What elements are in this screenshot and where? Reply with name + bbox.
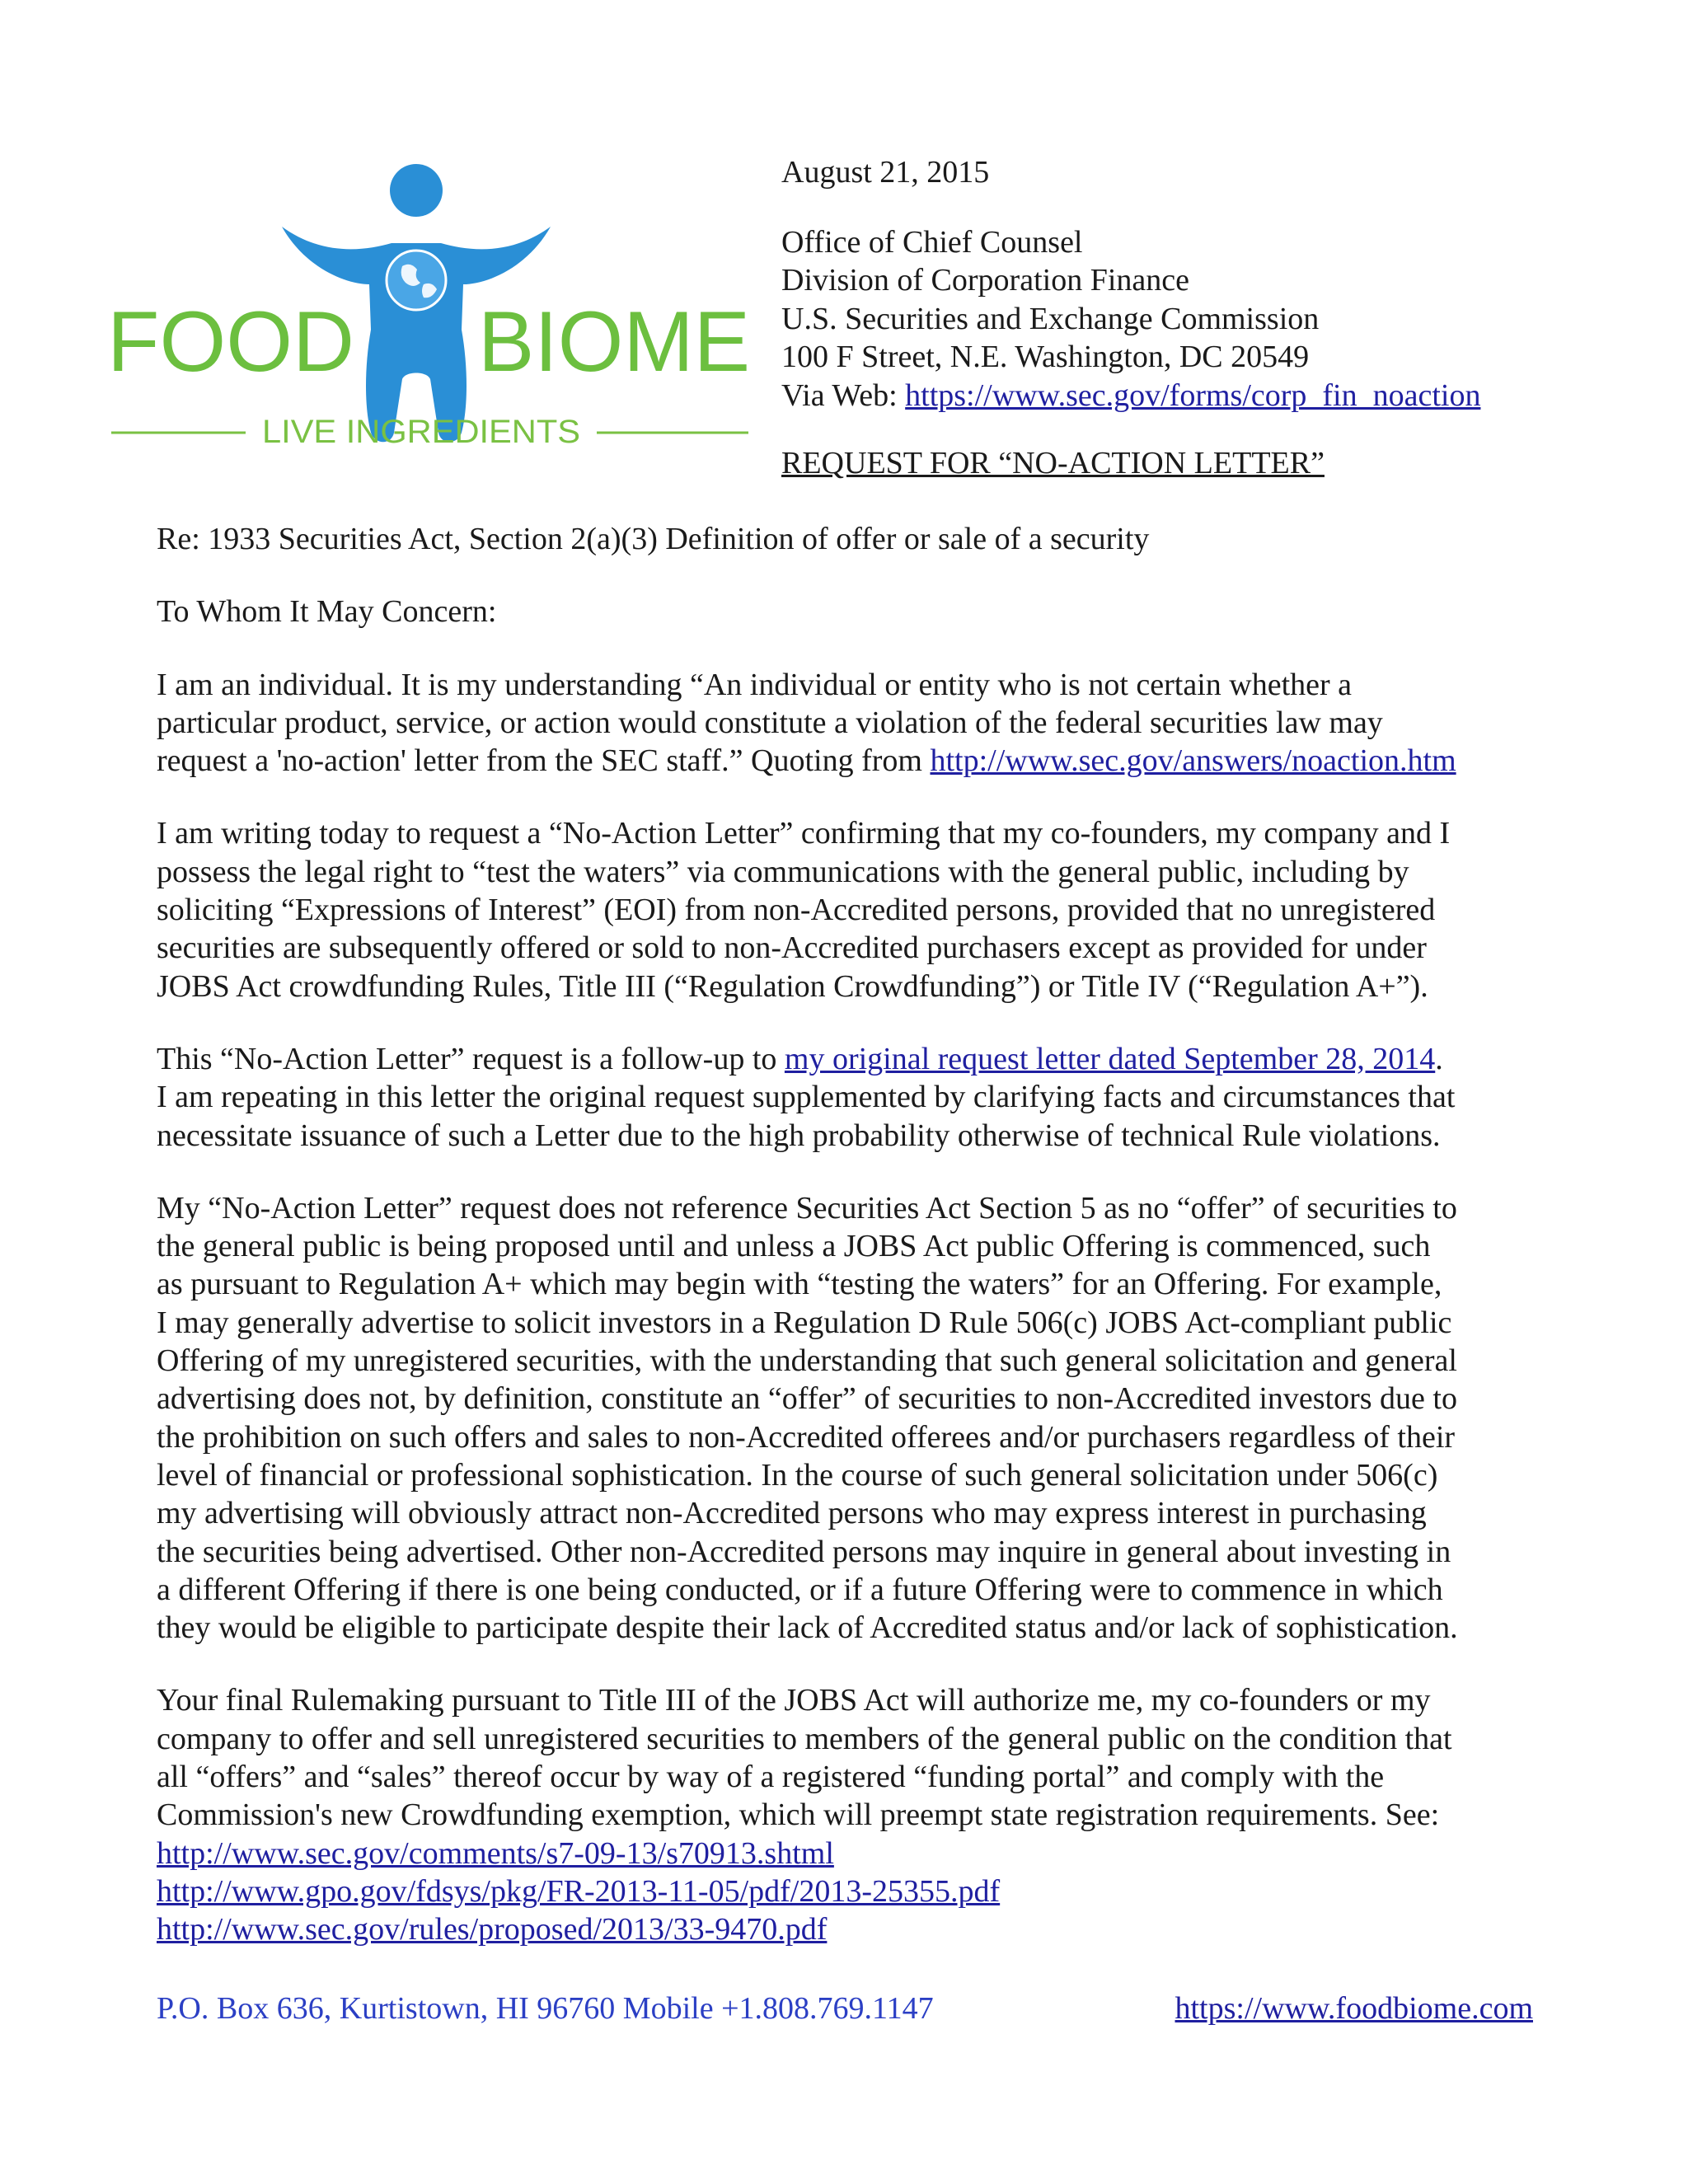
logo-word-food: FOOD	[107, 294, 354, 390]
re-line: Re: 1933 Securities Act, Section 2(a)(3) Definition of offer or sale of a security	[157, 522, 1150, 556]
original-request-letter-link[interactable]: my original request letter dated September 28, 2014	[784, 1041, 1436, 1076]
letter-footer	[157, 1990, 1533, 2027]
paragraph-4-line: they would be eligible to participate despite their lack of Accredited status and/or lack of sophistication.	[157, 1610, 1458, 1646]
food-biome-logo-graphic	[107, 161, 750, 466]
recipient-line-3: U.S. Securities and Exchange Commission	[781, 301, 1320, 336]
paragraph-4-line: advertising does not, by definition, constitute an “offer” of securities to non-Accredited investors due to	[157, 1381, 1457, 1417]
paragraph-4-line: as pursuant to Regulation A+ which may begin with “testing the waters” for an Offering. For example,	[157, 1267, 1442, 1302]
paragraph-1-line: I am an individual. It is my understanding “An individual or entity who is not certain whether a	[157, 667, 1353, 702]
paragraph-5	[157, 1681, 1558, 1948]
recipient-line-2: Division of Corporation Finance	[781, 263, 1189, 298]
paragraph-2-line: possess the legal right to “test the waters” via communications with the general public, including by	[157, 854, 1409, 889]
foodbiome-website-link[interactable]: https://www.foodbiome.com	[1175, 1991, 1533, 2026]
letter-body	[157, 520, 1558, 1949]
sec-proposed-rule-link[interactable]: http://www.sec.gov/rules/proposed/2013/33-9470.pdf	[157, 1912, 828, 1947]
sec-comments-link[interactable]: http://www.sec.gov/comments/s7-09-13/s70913.shtml	[157, 1835, 834, 1871]
paragraph-4-line: the prohibition on such offers and sales to non-Accredited offerees and/or purchasers regardless of their	[157, 1419, 1456, 1455]
via-web-line	[781, 377, 1573, 415]
gpo-federal-register-link[interactable]: http://www.gpo.gov/fdsys/pkg/FR-2013-11-05/pdf/2013-25355.pdf	[157, 1873, 1001, 1909]
paragraph-2-line: securities are subsequently offered or sold to non-Accredited purchasers except as provided for under	[157, 930, 1427, 966]
footer-contact: P.O. Box 636, Kurtistown, HI 96760 Mobile +1.808.769.1147	[157, 1991, 934, 2026]
paragraph-3-period: .	[1435, 1041, 1443, 1076]
paragraph-3-line	[157, 1040, 1558, 1078]
paragraph-2-line: soliciting “Expressions of Interest” (EOI) from non-Accredited persons, provided that no unregistered	[157, 893, 1436, 928]
paragraph-4-line: a different Offering if there is one being conducted, or if a future Offering were to commence in which	[157, 1572, 1443, 1607]
recipient-line-1: Office of Chief Counsel	[781, 224, 1083, 260]
food-biome-logo	[107, 161, 750, 466]
paragraph-2-line: I am writing today to request a “No-Action Letter” confirming that my co-founders, my company and I	[157, 816, 1451, 851]
paragraph-4	[157, 1189, 1558, 1647]
request-title: REQUEST FOR “NO-ACTION LETTER”	[781, 446, 1325, 480]
salutation: To Whom It May Concern:	[157, 594, 497, 630]
letter-date: August 21, 2015	[781, 155, 990, 190]
paragraph-3	[157, 1040, 1558, 1155]
logo-tagline: LIVE INGREDIENTS	[262, 414, 580, 450]
paragraph-1	[157, 666, 1558, 780]
paragraph-3-line: necessitate issuance of such a Letter due to the high probability otherwise of technical Rule violations.	[157, 1118, 1441, 1153]
paragraph-5-line: Commission's new Crowdfunding exemption, which will preempt state registration requirements. See:	[157, 1797, 1440, 1833]
paragraph-1-line	[157, 742, 1558, 780]
paragraph-2-line: JOBS Act crowdfunding Rules, Title III (“Regulation Crowdfunding”) or Title IV (“Regulation A+”).	[157, 968, 1428, 1004]
paragraph-4-line: Offering of my unregistered securities, with the understanding that such general solicitation and general	[157, 1343, 1457, 1379]
paragraph-5-line: company to offer and sell unregistered securities to members of the general public on the condition that	[157, 1721, 1452, 1756]
paragraph-3-line: I am repeating in this letter the original request supplemented by clarifying facts and circumstances that	[157, 1080, 1456, 1115]
paragraph-4-line: my advertising will obviously attract non-Accredited persons who may express interest in purchasing	[157, 1496, 1427, 1531]
logo-word-biome: BIOME	[478, 294, 750, 390]
paragraph-4-line: level of financial or professional sophistication. In the course of such general solicitation under 506(c)	[157, 1457, 1438, 1493]
paragraph-4-line: the general public is being proposed until and unless a JOBS Act public Offering is commenced, such	[157, 1229, 1431, 1264]
paragraph-4-line: the securities being advertised. Other non-Accredited persons may inquire in general about investing in	[157, 1534, 1451, 1569]
sec-noaction-form-link[interactable]: https://www.sec.gov/forms/corp_fin_noaction	[905, 377, 1481, 413]
paragraph-3-text: This “No-Action Letter” request is a follow-up to	[157, 1041, 785, 1076]
paragraph-4-line: My “No-Action Letter” request does not reference Securities Act Section 5 as no “offer” of securities to	[157, 1190, 1457, 1226]
paragraph-1-line: particular product, service, or action would constitute a violation of the federal securities law may	[157, 705, 1383, 740]
recipient-line-4: 100 F Street, N.E. Washington, DC 20549	[781, 340, 1310, 374]
via-web-label: Via Web:	[781, 377, 906, 413]
letter-header	[781, 153, 1573, 483]
paragraph-2	[157, 814, 1558, 1005]
paragraph-5-line: Your final Rulemaking pursuant to Title III of the JOBS Act will authorize me, my co-founders or my	[157, 1683, 1431, 1718]
paragraph-4-line: I may generally advertise to solicit investors in a Regulation D Rule 506(c) JOBS Act-compliant public	[157, 1305, 1452, 1340]
paragraph-5-line: all “offers” and “sales” thereof occur by way of a registered “funding portal” and comply with the	[157, 1760, 1385, 1795]
sec-noaction-answers-link[interactable]: http://www.sec.gov/answers/noaction.htm	[930, 743, 1456, 779]
paragraph-1-text: request a 'no-action' letter from the SEC staff.” Quoting from	[157, 743, 931, 779]
